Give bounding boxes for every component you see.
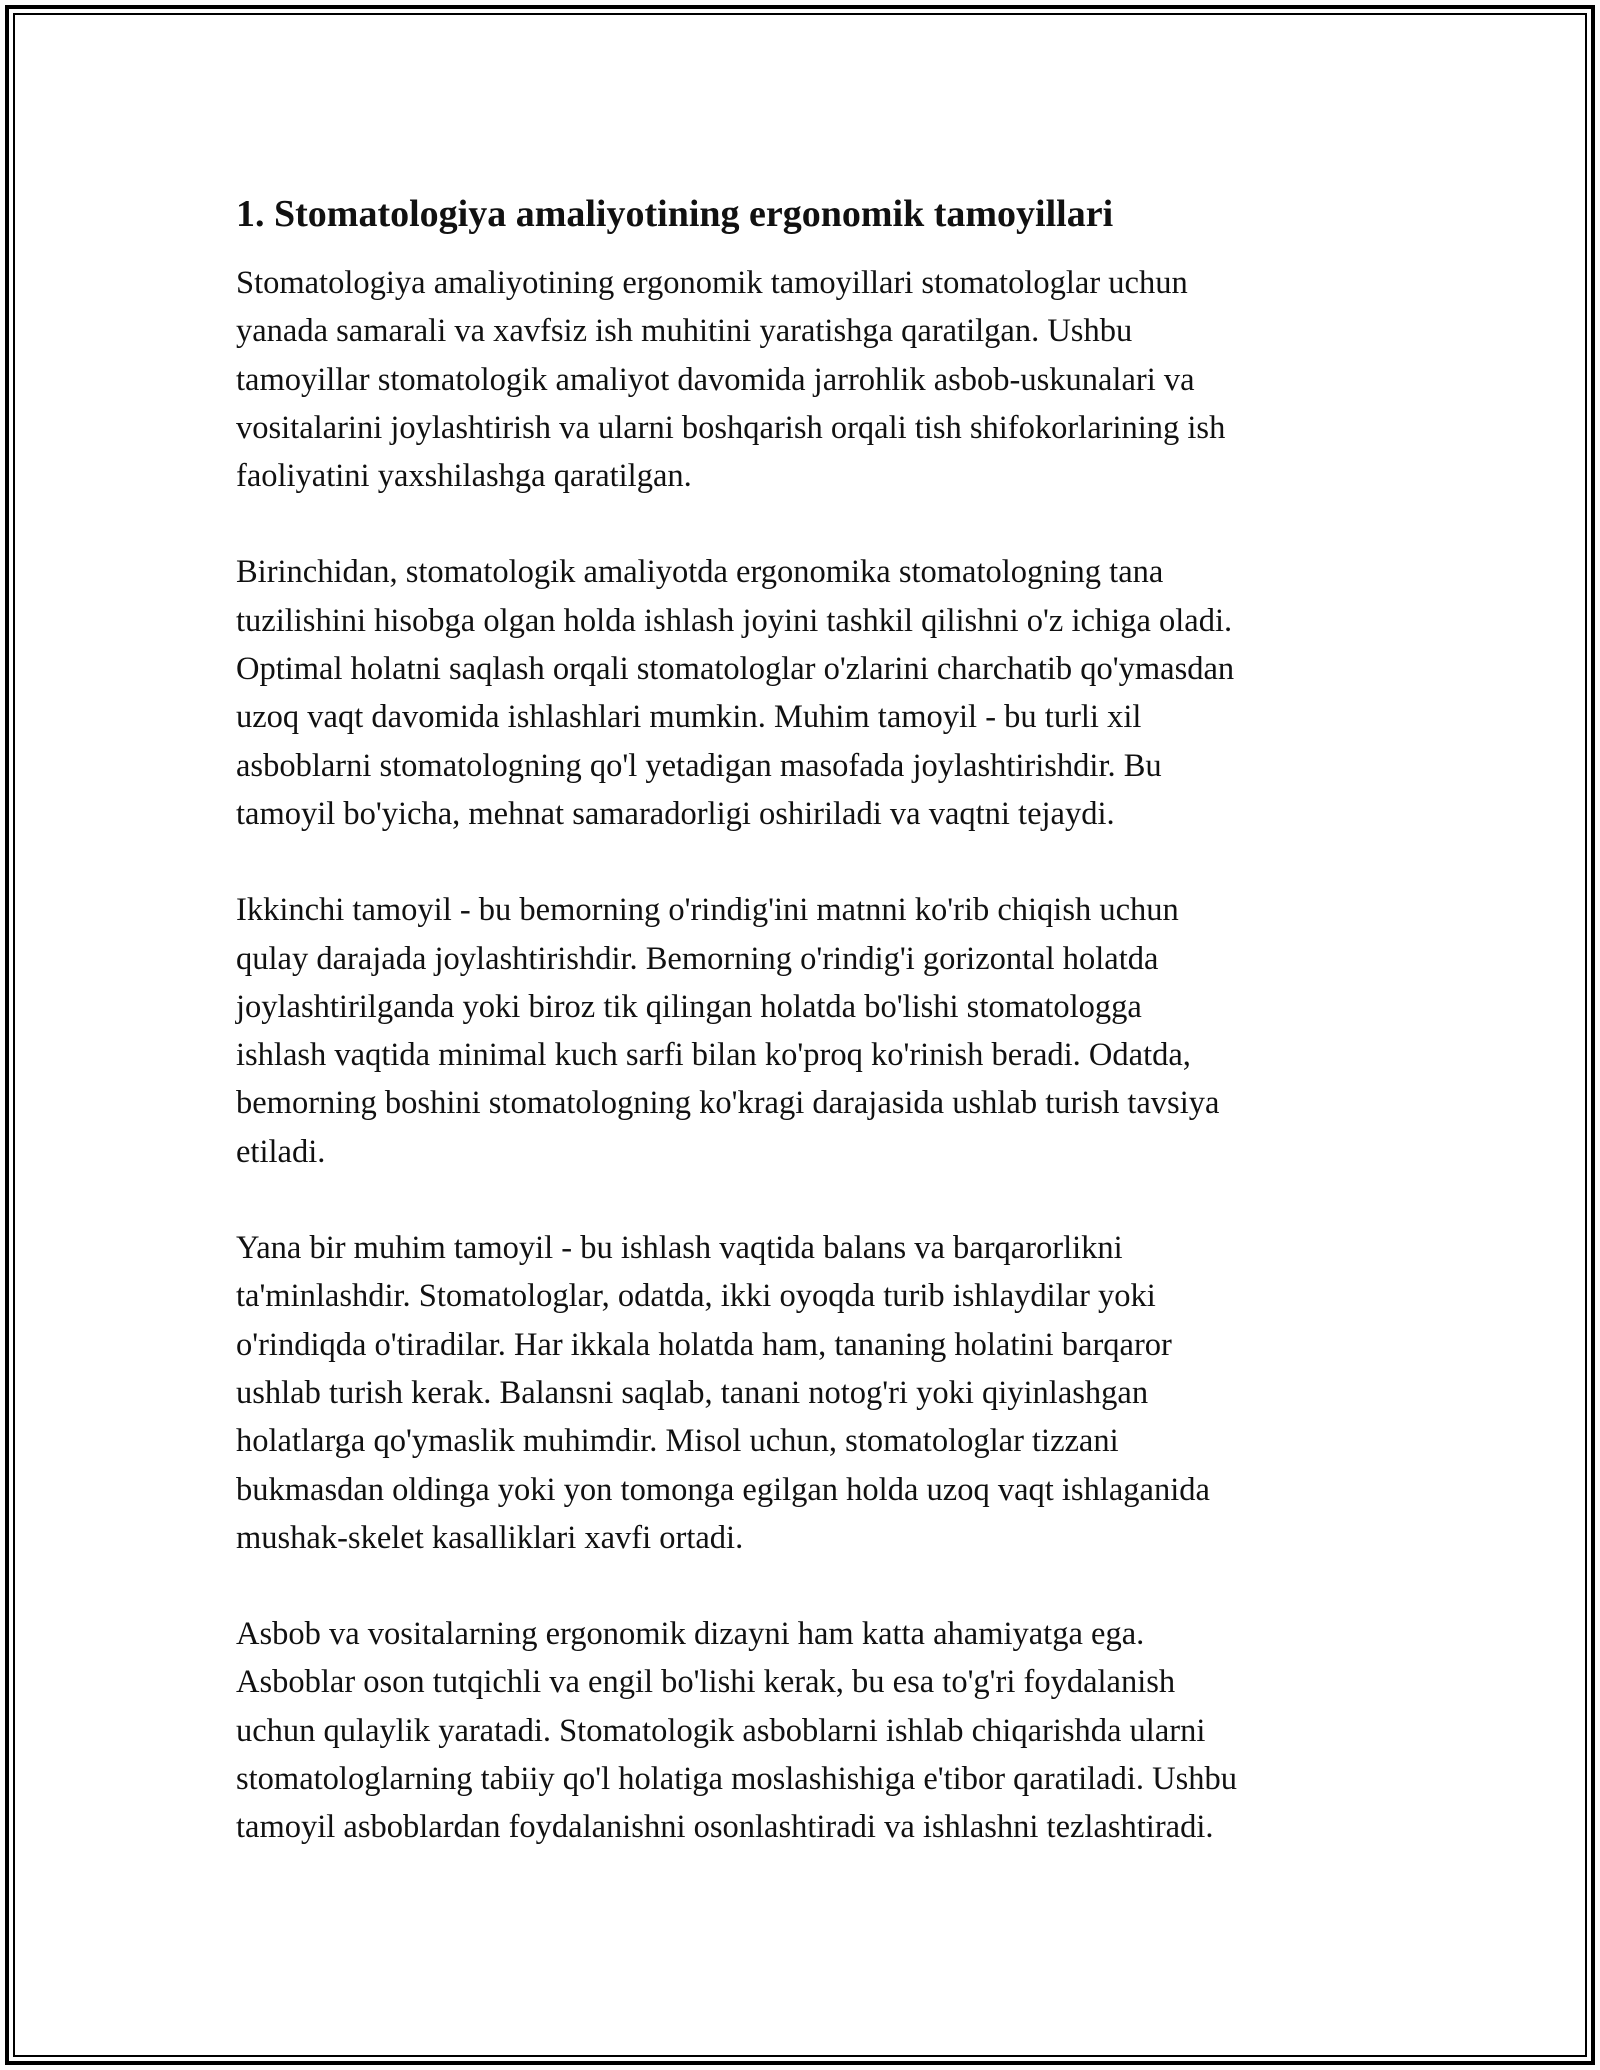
paragraph-line: holatlarga qo'ymaslik muhimdir. Misol uchun, stomatologlar tizzani [236, 1423, 1119, 1460]
paragraph-line: faoliyatini yaxshilashga qaratilgan. [236, 458, 692, 495]
paragraph-line: etiladi. [236, 1133, 326, 1170]
paragraph-line: ushlab turish kerak. Balansni saqlab, tanani notog'ri yoki qiyinlashgan [236, 1374, 1149, 1411]
paragraph-line: Ikkinchi tamoyil - bu bemorning o'rindig'ini matnni ko'rib chiqish uchun [236, 892, 1179, 929]
paragraph-5 [236, 1610, 1376, 1851]
paragraph-line: asboblarni stomatologning qo'l yetadigan masofada joylashtirishdir. Bu [236, 747, 1162, 784]
paragraph-line: Asboblar oson tutqichli va engil bo'lishi kerak, bu esa to'g'ri foydalanish [236, 1664, 1176, 1701]
paragraph-line: Birinchidan, stomatologik amaliyotda ergonomika stomatologning tana [236, 554, 1164, 591]
paragraph-4 [236, 1224, 1376, 1562]
paragraph-line: mushak-skelet kasalliklari xavfi ortadi. [236, 1519, 744, 1556]
paragraph-line: tamoyil asboblardan foydalanishni osonlashtiradi va ishlashni tezlashtiradi. [236, 1809, 1214, 1846]
paragraph-line: vositalarini joylashtirish va ularni boshqarish orqali tish shifokorlarining ish [236, 409, 1226, 446]
paragraph-line: Yana bir muhim tamoyil - bu ishlash vaqtida balans va barqarorlikni [236, 1230, 1123, 1267]
paragraph-line: tamoyillar stomatologik amaliyot davomida jarrohlik asbob-uskunalari va [236, 361, 1195, 398]
paragraph-line: ta'minlashdir. Stomatologlar, odatda, ikki oyoqda turib ishlaydilar yoki [236, 1278, 1156, 1315]
paragraph-line: uzoq vaqt davomida ishlashlari mumkin. Muhim tamoyil - bu turli xil [236, 699, 1142, 736]
paragraph-line: yanada samarali va xavfsiz ish muhitini yaratishga qaratilgan. Ushbu [236, 313, 1133, 350]
document-title: 1. Stomatologiya amaliyotining ergonomik tamoyillari [236, 193, 1114, 235]
paragraph-1 [236, 259, 1376, 500]
document-body [236, 187, 1376, 1900]
paragraph-line: stomatologlarning tabiiy qo'l holatiga moslashishiga e'tibor qaratiladi. Ushbu [236, 1761, 1237, 1798]
paragraph-line: ishlash vaqtida minimal kuch sarfi bilan ko'proq ko'rinish beradi. Odatda, [236, 1037, 1191, 1074]
paragraph-line: joylashtirilganda yoki biroz tik qilingan holatda bo'lishi stomatologga [236, 988, 1142, 1025]
paragraph-line: Stomatologiya amaliyotining ergonomik tamoyillari stomatologlar uchun [236, 265, 1188, 301]
paragraph-line: Optimal holatni saqlash orqali stomatologlar o'zlarini charchatib qo'ymasdan [236, 651, 1235, 688]
paragraph-3 [236, 886, 1376, 1176]
paragraph-line: bemorning boshini stomatologning ko'kragi darajasida ushlab turish tavsiya [236, 1085, 1220, 1122]
paragraph-line: Asbob va vositalarning ergonomik dizayni ham katta ahamiyatga ega. [236, 1616, 1145, 1653]
paragraph-line: tamoyil bo'yicha, mehnat samaradorligi oshiriladi va vaqtni tejaydi. [236, 795, 1115, 832]
paragraph-2 [236, 548, 1376, 838]
paragraph-line: qulay darajada joylashtirishdir. Bemorning o'rindig'i gorizontal holatda [236, 940, 1159, 977]
paragraph-line: tuzilishini hisobga olgan holda ishlash joyini tashkil qilishni o'z ichiga oladi. [236, 602, 1233, 639]
paragraph-line: o'rindiqda o'tiradilar. Har ikkala holatda ham, tananing holatini barqaror [236, 1326, 1172, 1363]
paragraph-line: bukmasdan oldinga yoki yon tomonga egilgan holda uzoq vaqt ishlaganida [236, 1471, 1210, 1508]
paragraph-line: uchun qulaylik yaratadi. Stomatologik asboblarni ishlab chiqarishda ularni [236, 1712, 1206, 1749]
